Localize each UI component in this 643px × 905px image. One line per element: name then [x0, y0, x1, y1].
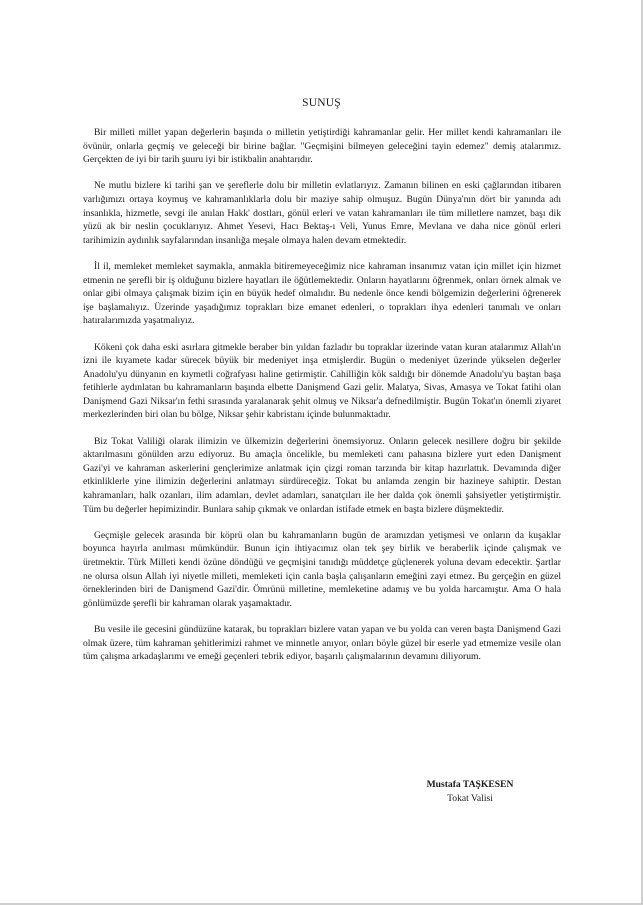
paragraph-1: Bir milleti millet yapan değerlerin başında o milletin yetiştirdiği kahramanlar gelir. Her millet kendi kahramanları ile övünür, onlarla geçmiş ve geleceği bir birine bağlar. "Geçmişini bilmeyen geleceğini tayin edemez" demiş atalarımız. Gerçekten de iyi bir tarih şuuru iyi bir istikbalin anahtarıdır.	[83, 127, 561, 166]
signature-block	[400, 778, 540, 806]
signatory-title: Tokat Valisi	[447, 793, 493, 804]
paragraph-3: İl il, memleket memleket saymakla, anmakla bitiremeyeceğimiz nice kahraman insanımız vatan için millet için hizmet etmenin ne şerefli bir iş olduğunu bizlere hayatları ile öğütlemektedir. Onların hayatlarını öğrenmek, onları örnek almak ve onlar gibi olmaya çalışmak bizim için en büyük hedef olmalıdır. Bu nedenle önce kendi bölgemizin değerlerini öğrenerek işe başlamalıyız. Üzerinde yaşadığımız toprakları bize emanet edenleri, o toprakları ihya edenleri tanımalı ve onları hatıralarımızda yaşatmalıyız.	[83, 260, 561, 327]
paragraph-5: Biz Tokat Valiliği olarak ilimizin ve ülkemizin değerlerini önemsiyoruz. Onların gelecek nesillere doğru bir şekilde aktarılmasını gönülden arzu ediyoruz. Bu amaçla öncelikle, bu memleketi canı pahasına bizlere yurt eden Danişment Gazi'yi ve kahraman askerlerini gençlerimize anlatmak için çizgi roman tarzında bir kitap hazırlattık. Devamında diğer etkinliklerle yine ilimizin değerlerini anlatmayı sürdüreceğiz. Tokat bu anlamda zengin bir hazineye sahiptir. Destan kahramanları, halk ozanları, ilim adamları, devlet adamları, sanatçıları ile her dalda çok önemli şahsiyetler yetiştirmiştir. Tüm bu değerler hepimizindir. Bunlara sahip çıkmak ve onlardan istifade etmek en başta bizlere düşmektedir.	[83, 435, 561, 515]
paragraph-7: Bu vesile ile gecesini gündüzüne katarak, bu toprakları bizlere vatan yapan ve bu yolda can veren başta Danişmend Gazi olmak üzere, tüm kahraman şehitlerimizi rahmet ve minnetle anıyor, onları böyle güzel bir eserle yad etmemize vesile olan tüm çalışma arkadaşlarımı ve emeği geçenleri tebrik ediyor, başarılı çalışmalarının devamını diliyorum.	[83, 623, 561, 663]
page-title: SUNUŞ	[302, 97, 341, 109]
document-body	[83, 126, 561, 676]
paragraph-2: Ne mutlu bizlere ki tarihi şan ve şereflerle dolu bir milletin evlatlarıyız. Zamanın bilinen en eski çağlarından itibaren varlığımızı ortaya koymuş ve kahramanlıklarla dolu bir maziye sahip olmuşuz. Bugün Dünya'nın dört bir yanında adı insanlıkla, hizmetle, sevgi ile anılan Hakk' dostları, gönül erleri ve vatan kahramanları ile tüm milletlere namzet, başı dik yüzü ak bir neslin çocuklarıyız. Ahmet Yesevi, Hacı Bektaş-ı Veli, Yunus Emre, Mevlana ve daha nice gönül erleri tarihimizin aydınlık sayfalarından insanlığa meşale olmaya halen devam etmektedir.	[83, 180, 561, 246]
paragraph-4: Kökeni çok daha eski asırlara gitmekle beraber bin yıldan fazladır bu topraklar üzerinde vatan kuran atalarımız Allah'ın izni ile kıyamete kadar sürecek büyük bir medeniyet inşa etmişlerdir. Bugün o medeniyet üzerinde yükselen değerler Anadolu'yu dünyanın en kıymetli coğrafyası haline getirmiştir. Cahilliğin kök saldığı bir dönemde Anadolu'yu baştan başa fetihlerle aydınlatan bu kahramanların başında elbette Danişmend Gazi gelir. Malatya, Sivas, Amasya ve Tokat fatihi olan Danişmend Gazi Niksar'ın fethi sırasında yaralanarak şehit olmuş ve Niksar'a defnedilmiştir. Bugün Tokat'ın önemli ziyaret merkezlerinden biri olan bu bölge, Niksar şehir kabristanı içinde bulunmaktadır.	[83, 341, 561, 421]
signatory-name: Mustafa TAŞKESEN	[426, 779, 514, 790]
paragraph-6: Geçmişle gelecek arasında bir köprü olan bu kahramanların bugün de aramızdan yetişmesi ve onların da kuşaklar boyunca hayırla anılması mümkündür. Bunun için ihtiyacımız olan tek şey birlik ve beraberlik içinde çalışmak ve üretmektir. Türk Milleti kendi özüne döndüğü ve geçmişini tanıdığı müddetçe güçlenerek yoluna devam edecektir. Şartlar ne olursa olsun Allah iyi niyetle milleti, memleketi için canla başla çalışanların emeğini zayi etmez. Bu gerçeğin en güzel örneklerinden biri de Danişmend Gazi'dir. Ömrünü milletine, memleketine adamış ve bu yolda harcamıştır. Ama O hala gönlümüzde şerefli bir kahraman olarak yaşamaktadır.	[83, 529, 561, 609]
